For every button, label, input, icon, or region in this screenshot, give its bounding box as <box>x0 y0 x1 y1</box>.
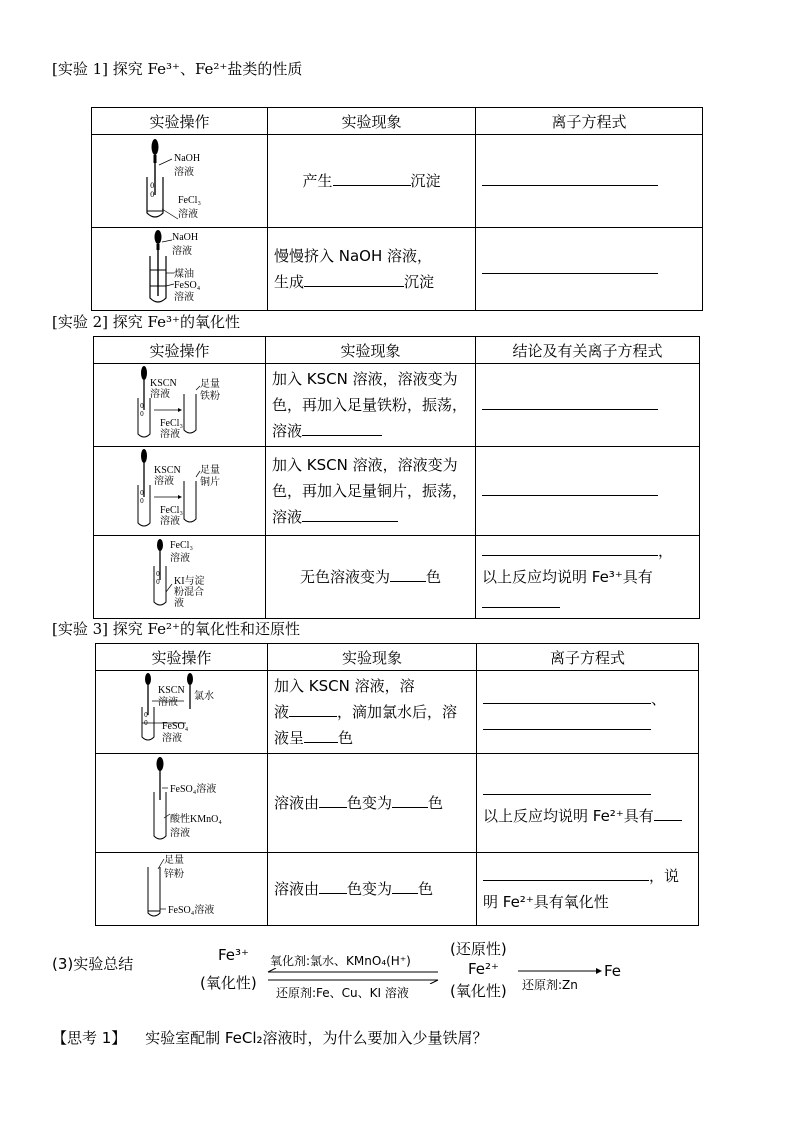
dropper-icon <box>145 673 151 715</box>
text-line: 色，再加入足量铁粉，振荡， <box>272 396 468 414</box>
reductant-label: 还原剂:Fe、Cu、KI 溶液 <box>276 986 409 1000</box>
fill-blank <box>304 726 338 743</box>
think-question <box>52 1027 488 1048</box>
equation-cell <box>476 228 703 311</box>
fill-blank <box>483 687 651 704</box>
summary-diagram <box>196 940 636 1002</box>
header-phenomenon: 实验现象 <box>268 108 476 135</box>
text-line: 明 Fe²⁺具有氧化性 <box>483 893 609 911</box>
label-fecl3: FeCl₃ <box>160 418 183 429</box>
arrow-right-icon <box>518 966 602 976</box>
label-solution: 溶液 <box>170 828 190 839</box>
text-line: 慢慢挤入 NaOH 溶液， <box>274 247 433 265</box>
label-solution: 溶液 <box>170 553 190 564</box>
text-from: 溶液由 <box>274 794 320 812</box>
apparatus-diagram <box>96 671 267 753</box>
header-phenomenon: 实验现象 <box>268 644 477 671</box>
label-fecl3: FeCl₃ <box>170 540 193 551</box>
apparatus-diagram <box>94 364 265 446</box>
label-feso4-solution: FeSO₄溶液 <box>170 784 217 795</box>
apparatus-diagram <box>96 754 267 852</box>
text-line: 溶液 <box>272 508 303 526</box>
operation-cell <box>92 135 268 228</box>
svg-text:0: 0 <box>144 712 148 719</box>
label-solution: 溶液 <box>154 476 174 487</box>
fill-blank <box>483 778 651 795</box>
fill-blank <box>483 713 651 730</box>
text-change-to: 色变为 <box>347 880 393 898</box>
text-precipitate: 沉淀 <box>404 273 435 291</box>
text-generate: 生成 <box>274 273 305 291</box>
fe2-reducing-property: (还原性) <box>450 940 507 958</box>
phenomenon-cell <box>266 364 476 447</box>
text-color: 色 <box>428 794 444 812</box>
conclusion-cell <box>476 447 700 536</box>
fill-blank <box>483 864 649 881</box>
operation-cell <box>96 853 268 926</box>
label-naoh: NaOH <box>174 153 201 164</box>
fe3-property: (氧化性) <box>200 974 257 992</box>
text-produce: 产生 <box>302 172 333 190</box>
label-solution: 溶液 <box>174 167 194 178</box>
phenomenon-cell <box>268 853 477 926</box>
fill-blank <box>482 257 658 274</box>
test-tube-icon <box>184 481 196 522</box>
header-operation: 实验操作 <box>92 108 268 135</box>
think-label: 【思考 1】 <box>52 1029 127 1047</box>
test-tube-icon <box>184 394 196 433</box>
svg-text:0: 0 <box>140 490 144 497</box>
phenomenon-cell <box>268 135 476 228</box>
conclusion-cell <box>476 364 700 447</box>
fill-blank <box>482 393 658 410</box>
text-comma: ， <box>658 542 674 560</box>
apparatus-diagram <box>92 228 267 310</box>
apparatus-diagram <box>94 536 265 618</box>
fill-blank <box>654 804 682 821</box>
header-operation: 实验操作 <box>96 644 268 671</box>
text-line: ，说 <box>649 867 680 885</box>
text-line: 液 <box>274 703 290 721</box>
text-line: 以上反应均说明 Fe²⁺具有 <box>483 807 654 825</box>
label-kscn: KSCN <box>158 685 185 696</box>
exp1-title: [实验 1] 探究 Fe³⁺、Fe²⁺盐类的性质 <box>52 60 303 78</box>
operation-cell <box>96 671 268 754</box>
equation-cell <box>477 853 699 926</box>
think-text: 实验室配制 FeCl₂溶液时，为什么要加入少量铁屑？ <box>145 1029 488 1047</box>
svg-text:0: 0 <box>156 579 160 586</box>
label-solution: 溶液 <box>160 516 180 527</box>
text-change-to: 色变为 <box>347 794 393 812</box>
test-tube-icon <box>148 867 160 916</box>
label-solution: 溶液 <box>160 429 180 440</box>
exp3-title: [实验 3] 探究 Fe²⁺的氧化性和还原性 <box>52 620 300 638</box>
label-solution: 溶液 <box>162 733 182 744</box>
header-equation: 离子方程式 <box>476 108 703 135</box>
phenomenon-cell <box>266 447 476 536</box>
label-zinc-powder: 锌粉 <box>164 869 184 880</box>
summary-label: (3)实验总结 <box>52 955 134 973</box>
label-copper: 铜片 <box>200 477 220 488</box>
label-fecl3: FeCl₃ <box>178 195 201 206</box>
fill-blank <box>390 565 426 582</box>
fill-blank <box>392 877 418 894</box>
label-solution: 溶液 <box>178 209 198 220</box>
text-line: 溶液 <box>272 422 303 440</box>
operation-cell <box>94 364 266 447</box>
fill-blank <box>319 877 347 894</box>
label-naoh: NaOH <box>172 232 199 243</box>
label-kerosene: 煤油 <box>174 269 194 280</box>
label-fecl3: FeCl₃ <box>160 505 183 516</box>
operation-cell <box>96 754 268 853</box>
oxidant-label: 氧化剂:氯水、KMnO₄(H⁺) <box>270 954 411 968</box>
text-colorless-to: 无色溶液变为 <box>299 568 390 586</box>
text-color: 色 <box>418 880 434 898</box>
text-line: 以上反应均说明 Fe³⁺具有 <box>482 568 653 586</box>
fill-blank <box>482 591 560 608</box>
text-line: 液呈 <box>274 729 305 747</box>
conclusion-cell <box>476 536 700 619</box>
fe-species: Fe <box>604 962 622 980</box>
label-chlorine-water: 氯水 <box>194 691 214 702</box>
exp2-table <box>93 336 700 619</box>
header-equation: 离子方程式 <box>477 644 699 671</box>
phenomenon-cell <box>268 754 477 853</box>
fill-blank <box>289 700 337 717</box>
label-kscn: KSCN <box>154 465 181 476</box>
svg-text:0: 0 <box>150 191 155 199</box>
header-phenomenon: 实验现象 <box>266 337 476 364</box>
zn-reductant-label: 还原剂:Zn <box>522 978 578 992</box>
exp1-table <box>91 107 703 311</box>
label-ki-starch: KI与淀 <box>174 576 205 587</box>
phenomenon-cell <box>266 536 476 619</box>
text-line: ，滴加氯水后，溶 <box>337 703 458 721</box>
fill-blank <box>482 479 658 496</box>
fill-blank <box>482 169 658 186</box>
dropper-icon <box>157 757 164 800</box>
label-solution: 溶液 <box>172 246 192 257</box>
text-line: 色，再加入足量铜片，振荡， <box>272 482 468 500</box>
equation-cell <box>477 754 699 853</box>
dropper-icon <box>187 673 193 709</box>
label-liquid: 液 <box>174 598 184 609</box>
equation-cell <box>477 671 699 754</box>
text-separator: 、 <box>651 690 667 708</box>
label-solution: 溶液 <box>158 697 178 708</box>
svg-text:0: 0 <box>156 571 160 578</box>
exp3-table <box>95 643 699 926</box>
phenomenon-cell <box>268 228 476 311</box>
text-line: 加入 KSCN 溶液，溶 <box>274 677 415 695</box>
apparatus-diagram <box>94 447 265 535</box>
text-precipitate: 沉淀 <box>410 172 441 190</box>
fill-blank <box>302 419 382 436</box>
fill-blank <box>392 791 428 808</box>
label-acidic-kmno4: 酸性KMnO₄ <box>170 814 222 825</box>
text-line: 加入 KSCN 溶液，溶液变为 <box>272 370 458 388</box>
label-excess: 足量 <box>164 855 184 866</box>
phenomenon-cell <box>268 671 477 754</box>
svg-text:0: 0 <box>140 411 144 418</box>
fill-blank <box>482 539 658 556</box>
fill-blank <box>304 270 404 287</box>
label-feso4-solution: FeSO₄溶液 <box>168 905 215 916</box>
text-color: 色 <box>426 568 442 586</box>
header-operation: 实验操作 <box>94 337 266 364</box>
label-excess: 足量 <box>200 379 220 390</box>
label-solution: 溶液 <box>174 292 194 303</box>
label-solution: 溶液 <box>150 389 170 400</box>
apparatus-diagram <box>92 135 267 227</box>
label-feso4: FeSO₄ <box>174 280 201 291</box>
svg-text:0: 0 <box>140 498 144 505</box>
label-mixture: 粉混合 <box>174 587 204 598</box>
text-from: 溶液由 <box>274 880 320 898</box>
operation-cell <box>92 228 268 311</box>
apparatus-diagram <box>96 853 267 925</box>
text-line: 加入 KSCN 溶液，溶液变为 <box>272 456 458 474</box>
label-kscn: KSCN <box>150 378 177 389</box>
header-conclusion: 结论及有关离子方程式 <box>476 337 700 364</box>
svg-text:0: 0 <box>140 403 144 410</box>
equilibrium-arrow-icon <box>266 968 446 984</box>
fe2-species: Fe²⁺ <box>468 960 499 978</box>
label-feso4: FeSO₄ <box>162 721 189 732</box>
label-excess: 足量 <box>200 465 220 476</box>
operation-cell <box>94 447 266 536</box>
label-iron-powder: 铁粉 <box>200 391 220 402</box>
equation-cell <box>476 135 703 228</box>
fill-blank <box>319 791 347 808</box>
fill-blank <box>333 169 411 186</box>
fe3-species: Fe³⁺ <box>218 946 249 964</box>
fill-blank <box>302 505 398 522</box>
svg-text:0: 0 <box>150 182 155 190</box>
operation-cell <box>94 536 266 619</box>
exp2-title: [实验 2] 探究 Fe³⁺的氧化性 <box>52 313 240 331</box>
fe2-oxidizing-property: (氧化性) <box>450 982 507 1000</box>
text-line: 色 <box>338 729 354 747</box>
svg-text:0: 0 <box>144 720 148 727</box>
